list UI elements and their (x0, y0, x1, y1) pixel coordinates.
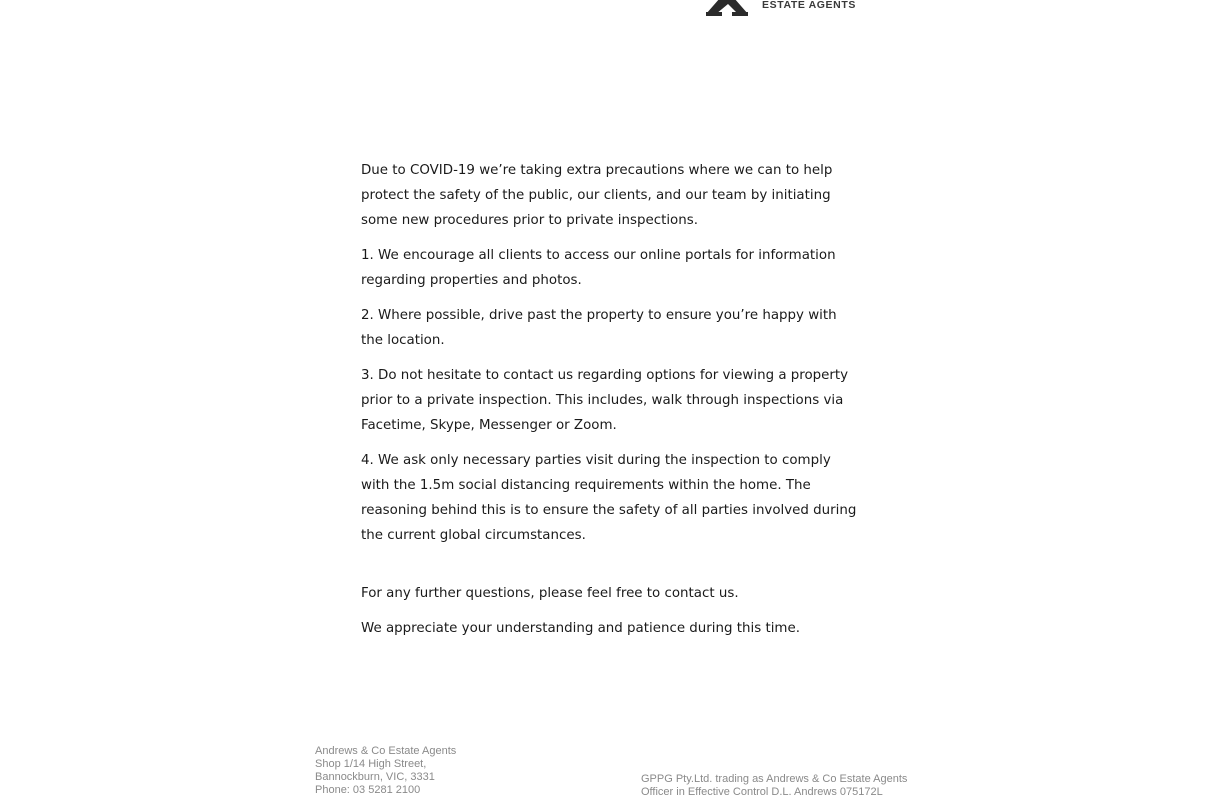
company-logo (700, 0, 890, 20)
intro-paragraph: Due to COVID-19 we’re taking extra precautions where we can to help protect the safety of the public, our clients, and our team by initiating some new procedures prior to private inspections. (361, 163, 833, 228)
footer-suburb: Bannockburn, VIC, 3331 (315, 771, 435, 783)
letter-body (361, 158, 861, 651)
point-4-paragraph: 4. We ask only necessary parties visit during the inspection to comply with the 1.5m social distancing requirements within the home. The reasoning behind this is to ensure the safety of all parties involved during the current global circumstances. (361, 453, 857, 543)
logo-text: ESTATE AGENTS (762, 0, 856, 11)
footer-trading-name: GPPG Pty.Ltd. trading as Andrews & Co Estate Agents (641, 773, 908, 785)
footer-officer: Officer in Effective Control D.L. Andrews 075172L (641, 786, 883, 798)
footer-legal (641, 773, 907, 799)
footer-company-name: Andrews & Co Estate Agents (315, 745, 457, 757)
questions-paragraph: For any further questions, please feel free to contact us. (361, 586, 739, 601)
closing-paragraph: We appreciate your understanding and patience during this time. (361, 621, 800, 636)
footer-street: Shop 1/14 High Street, (315, 758, 427, 770)
point-2-paragraph: 2. Where possible, drive past the property to ensure you’re happy with the location. (361, 308, 837, 348)
point-3-paragraph: 3. Do not hesitate to contact us regarding options for viewing a property prior to a private inspection. This includes, walk through inspections via Facetime, Skype, Messenger or Zoom. (361, 368, 849, 433)
footer-address (315, 745, 456, 797)
footer-phone: Phone: 03 5281 2100 (315, 784, 421, 796)
point-1-paragraph: 1. We encourage all clients to access our online portals for information regarding properties and photos. (361, 248, 836, 288)
logo-a-mark-icon (702, 0, 752, 18)
